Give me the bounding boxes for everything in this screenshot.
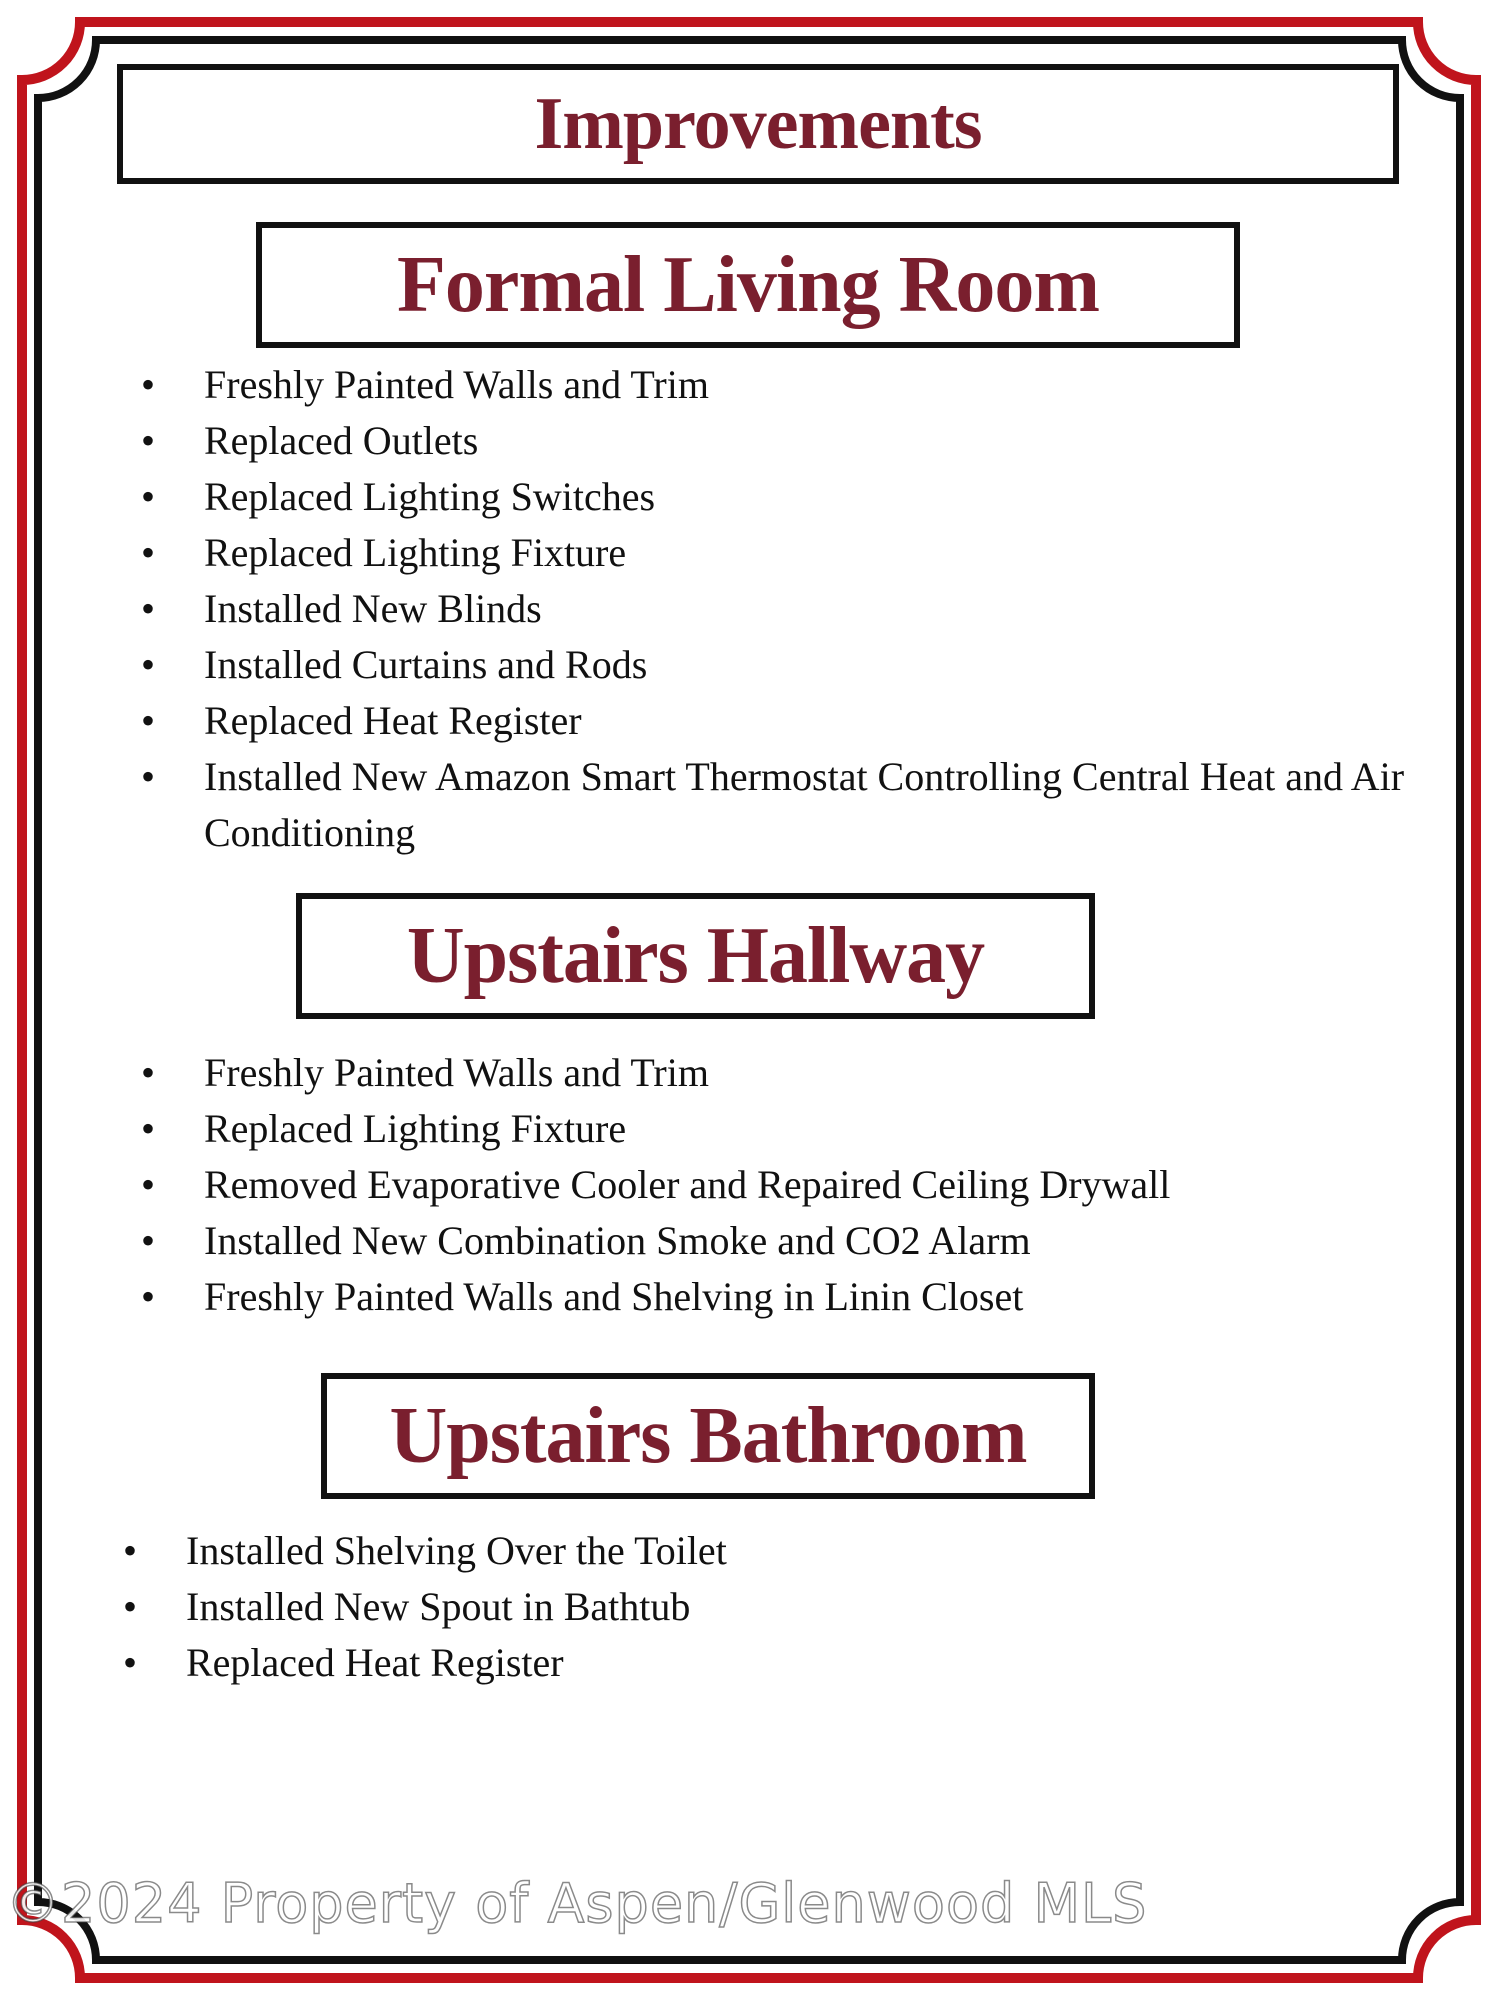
list-item: • Freshly Painted Walls and Trim [134, 357, 1464, 413]
list-item: • Installed New Blinds [134, 581, 1464, 637]
section-heading-box-hallway [296, 893, 1095, 1019]
page-title: Improvements [534, 82, 982, 165]
list-item: • Replaced Lighting Switches [134, 469, 1464, 525]
list-item: • Replaced Outlets [134, 413, 1464, 469]
bullet-icon: • [140, 418, 155, 463]
bathroom-improvements-list [116, 1523, 1446, 1691]
watermark: ©2024 Property of Aspen/Glenwood MLS [6, 1872, 1148, 1935]
bullet-icon: • [140, 530, 155, 575]
bullet-icon: • [140, 474, 155, 519]
section-heading-box-bathroom [321, 1373, 1095, 1499]
section-heading-living-room: Formal Living Room [397, 240, 1099, 329]
list-item: • Replaced Lighting Fixture [134, 1101, 1464, 1157]
list-item: • Installed New Amazon Smart Thermostat Controlling Central Heat and Air Conditioning [134, 749, 1464, 861]
list-item: • Removed Evaporative Cooler and Repaired Ceiling Drywall [134, 1157, 1464, 1213]
section-heading-hallway: Upstairs Hallway [406, 911, 985, 1000]
living-room-improvements-list [134, 357, 1464, 861]
bullet-icon: • [122, 1640, 137, 1685]
list-item: • Installed New Spout in Bathtub [116, 1579, 1446, 1635]
section-heading-bathroom: Upstairs Bathroom [389, 1391, 1027, 1480]
bullet-icon: • [140, 586, 155, 631]
bullet-icon: • [140, 698, 155, 743]
list-item: • Freshly Painted Walls and Trim [134, 1045, 1464, 1101]
bullet-icon: • [122, 1528, 137, 1573]
list-item: • Replaced Heat Register [116, 1635, 1446, 1691]
list-item: • Installed New Combination Smoke and CO2 Alarm [134, 1213, 1464, 1269]
list-item: • Installed Curtains and Rods [134, 637, 1464, 693]
list-item: • Installed Shelving Over the Toilet [116, 1523, 1446, 1579]
bullet-icon: • [140, 1050, 155, 1095]
bullet-icon: • [140, 1218, 155, 1263]
bullet-icon: • [140, 1162, 155, 1207]
list-item: • Replaced Lighting Fixture [134, 525, 1464, 581]
list-item: • Replaced Heat Register [134, 693, 1464, 749]
bullet-icon: • [140, 1106, 155, 1151]
section-heading-box-living-room [256, 222, 1240, 348]
hallway-improvements-list [134, 1045, 1464, 1325]
bullet-icon: • [140, 754, 155, 799]
bullet-icon: • [122, 1584, 137, 1629]
bullet-icon: • [140, 642, 155, 687]
bullet-icon: • [140, 362, 155, 407]
bullet-icon: • [140, 1274, 155, 1319]
page-title-box [117, 64, 1399, 184]
list-item: • Freshly Painted Walls and Shelving in Linin Closet [134, 1269, 1464, 1325]
